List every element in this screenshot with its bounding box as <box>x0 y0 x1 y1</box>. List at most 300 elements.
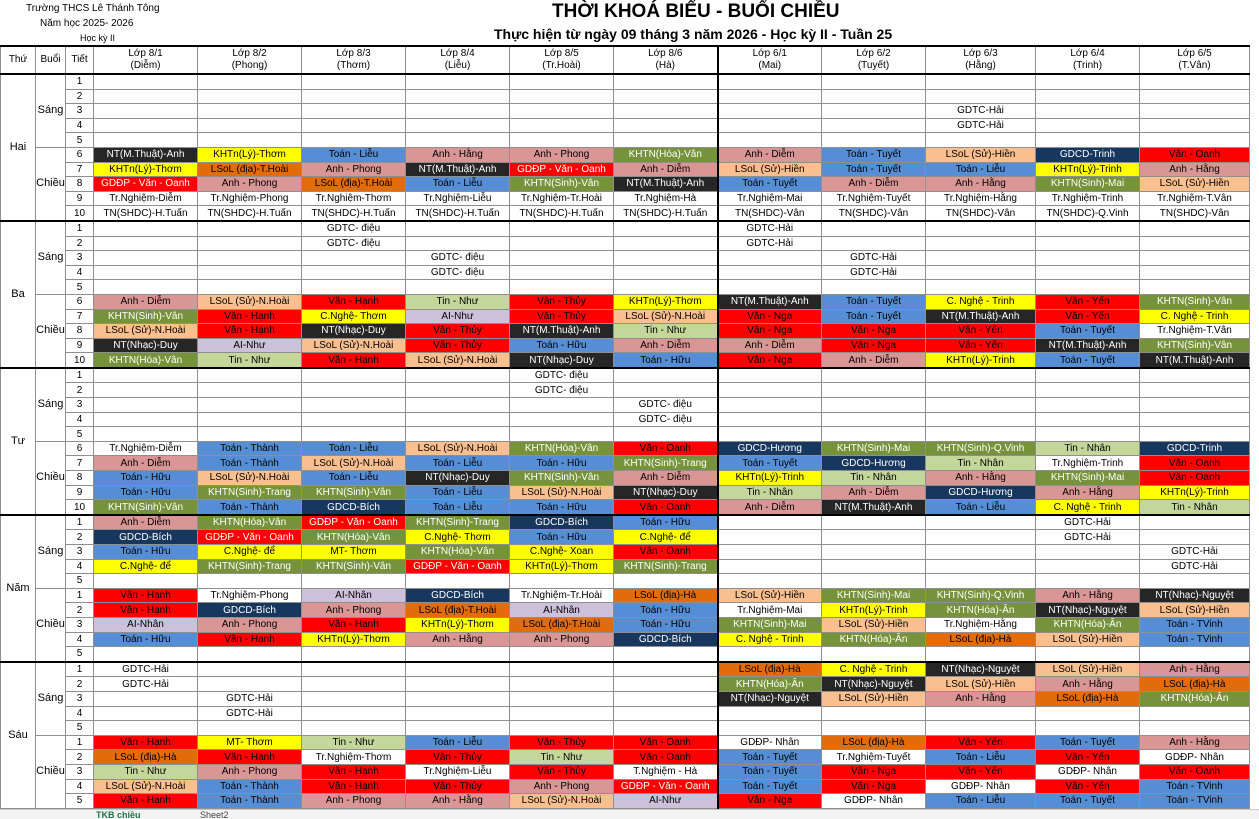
lesson-cell[interactable] <box>926 515 1036 530</box>
lesson-cell[interactable]: GDĐP- Nhân <box>1036 764 1140 779</box>
lesson-cell[interactable] <box>510 574 614 589</box>
lesson-cell[interactable] <box>614 691 718 706</box>
lesson-cell[interactable] <box>1036 236 1140 251</box>
lesson-cell[interactable] <box>94 89 198 104</box>
lesson-cell[interactable] <box>926 221 1036 236</box>
lesson-cell[interactable] <box>1140 280 1250 295</box>
session-label[interactable]: Sáng <box>36 515 66 588</box>
lesson-cell[interactable]: Anh - Diễm <box>718 338 822 353</box>
lesson-cell[interactable]: KHTn(Lý)-Thơm <box>302 632 406 647</box>
lesson-cell[interactable]: Văn - Hạnh <box>198 309 302 324</box>
lesson-cell[interactable]: Anh - Hằng <box>1036 588 1140 603</box>
lesson-cell[interactable] <box>302 662 406 677</box>
lesson-cell[interactable]: C. Nghệ - Trinh <box>1036 500 1140 515</box>
lesson-cell[interactable] <box>302 74 406 89</box>
lesson-cell[interactable] <box>926 368 1036 383</box>
lesson-cell[interactable]: Anh - Hằng <box>406 147 510 162</box>
lesson-cell[interactable] <box>1036 280 1140 295</box>
lesson-cell[interactable]: GDCD-Hương <box>822 456 926 471</box>
lesson-cell[interactable]: Tin - Như <box>302 735 406 750</box>
lesson-cell[interactable] <box>718 368 822 383</box>
period-number[interactable]: 4 <box>66 265 94 280</box>
period-number[interactable]: 2 <box>66 89 94 104</box>
session-label[interactable]: Chiều <box>36 588 66 661</box>
period-number[interactable]: 6 <box>66 147 94 162</box>
lesson-cell[interactable] <box>822 721 926 736</box>
lesson-cell[interactable]: NT(M.Thuật)-Anh <box>926 309 1036 324</box>
lesson-cell[interactable]: Văn - Hạnh <box>94 603 198 618</box>
lesson-cell[interactable]: AI-Như <box>614 794 718 809</box>
lesson-cell[interactable] <box>822 647 926 662</box>
lesson-cell[interactable]: NT(Nhạc)-Nguyệt <box>926 662 1036 677</box>
period-number[interactable]: 3 <box>66 691 94 706</box>
lesson-cell[interactable]: Tr.Nghiệm-Tr.Hoài <box>510 191 614 206</box>
lesson-cell[interactable]: NT(Nhạc)-Duy <box>406 471 510 486</box>
lesson-cell[interactable]: Văn - Thủy <box>406 750 510 765</box>
lesson-cell[interactable]: GDTC- điệu <box>614 398 718 413</box>
class-column-header[interactable]: Lớp 8/1 (Diễm) <box>94 46 198 74</box>
lesson-cell[interactable] <box>926 545 1036 560</box>
day-label[interactable]: Tư <box>1 368 36 515</box>
period-number[interactable]: 8 <box>66 324 94 339</box>
lesson-cell[interactable] <box>926 265 1036 280</box>
lesson-cell[interactable]: NT(Nhạc)-Nguyệt <box>822 677 926 692</box>
lesson-cell[interactable] <box>510 104 614 119</box>
lesson-cell[interactable] <box>718 530 822 545</box>
lesson-cell[interactable]: LSoL (Sử)-N.Hoài <box>614 309 718 324</box>
lesson-cell[interactable] <box>1140 398 1250 413</box>
lesson-cell[interactable] <box>614 251 718 266</box>
lesson-cell[interactable]: GDĐP- Nhân <box>1140 750 1250 765</box>
lesson-cell[interactable] <box>406 133 510 148</box>
lesson-cell[interactable] <box>198 133 302 148</box>
lesson-cell[interactable] <box>718 104 822 119</box>
lesson-cell[interactable]: Toán - Thành <box>198 794 302 809</box>
lesson-cell[interactable] <box>510 647 614 662</box>
period-number[interactable]: 9 <box>66 338 94 353</box>
lesson-cell[interactable]: Anh - Diễm <box>822 177 926 192</box>
lesson-cell[interactable]: Toán - Hữu <box>614 603 718 618</box>
lesson-cell[interactable]: Văn - Thủy <box>406 338 510 353</box>
lesson-cell[interactable] <box>510 265 614 280</box>
lesson-cell[interactable] <box>510 677 614 692</box>
period-number[interactable]: 10 <box>66 353 94 368</box>
period-number[interactable]: 1 <box>66 515 94 530</box>
lesson-cell[interactable]: Tr.Nghiệm-Liễu <box>406 191 510 206</box>
lesson-cell[interactable]: KHTN(Hóa)-Ân <box>718 677 822 692</box>
lesson-cell[interactable]: C.Nghệ- để <box>198 545 302 560</box>
lesson-cell[interactable]: LSoL (địa)-Hà <box>614 588 718 603</box>
lesson-cell[interactable]: Văn - Hạnh <box>94 735 198 750</box>
lesson-cell[interactable]: Văn - Nga <box>718 353 822 368</box>
lesson-cell[interactable] <box>718 251 822 266</box>
lesson-cell[interactable] <box>1140 574 1250 589</box>
lesson-cell[interactable]: KHTn(Lý)-Trinh <box>1036 162 1140 177</box>
lesson-cell[interactable]: KHTN(Sinh)-Mai <box>1036 471 1140 486</box>
lesson-cell[interactable] <box>510 412 614 427</box>
lesson-cell[interactable] <box>1036 104 1140 119</box>
period-number[interactable]: 8 <box>66 471 94 486</box>
lesson-cell[interactable] <box>406 412 510 427</box>
lesson-cell[interactable] <box>822 368 926 383</box>
lesson-cell[interactable] <box>94 368 198 383</box>
lesson-cell[interactable]: Toán - Thành <box>198 441 302 456</box>
lesson-cell[interactable]: NT(Nhạc)-Duy <box>614 485 718 500</box>
lesson-cell[interactable]: GDTC- điệu <box>302 236 406 251</box>
lesson-cell[interactable] <box>94 133 198 148</box>
lesson-cell[interactable]: KHTN(Sinh)-Q.Vinh <box>926 441 1036 456</box>
lesson-cell[interactable]: GDĐP - Văn - Oanh <box>198 530 302 545</box>
lesson-cell[interactable] <box>822 515 926 530</box>
lesson-cell[interactable]: Toán - Tuyết <box>718 177 822 192</box>
session-label[interactable]: Chiều <box>36 147 66 220</box>
lesson-cell[interactable]: Anh - Phong <box>302 603 406 618</box>
lesson-cell[interactable]: Anh - Phong <box>302 794 406 809</box>
lesson-cell[interactable]: Tr.Nghiệm-Hằng <box>926 191 1036 206</box>
class-column-header[interactable]: Lớp 6/5 (T.Vân) <box>1140 46 1250 74</box>
class-column-header[interactable]: Lớp 8/2 (Phong) <box>198 46 302 74</box>
lesson-cell[interactable]: GDTC-Hải <box>198 691 302 706</box>
lesson-cell[interactable]: KHTN(Hóa)-Vân <box>406 545 510 560</box>
lesson-cell[interactable]: Văn - Thủy <box>510 294 614 309</box>
lesson-cell[interactable] <box>926 89 1036 104</box>
lesson-cell[interactable]: Anh - Hằng <box>926 177 1036 192</box>
class-column-header[interactable]: Lớp 6/4 (Trinh) <box>1036 46 1140 74</box>
lesson-cell[interactable]: Anh - Diễm <box>614 162 718 177</box>
lesson-cell[interactable] <box>1036 427 1140 442</box>
lesson-cell[interactable]: C.Nghệ- để <box>614 530 718 545</box>
lesson-cell[interactable]: Văn - Oanh <box>614 500 718 515</box>
lesson-cell[interactable] <box>614 574 718 589</box>
period-number[interactable]: 2 <box>66 750 94 765</box>
period-number[interactable]: 7 <box>66 309 94 324</box>
lesson-cell[interactable] <box>510 398 614 413</box>
lesson-cell[interactable] <box>302 251 406 266</box>
lesson-cell[interactable] <box>822 412 926 427</box>
lesson-cell[interactable]: LSoL (địa)-Hà <box>718 662 822 677</box>
lesson-cell[interactable]: KHTn(Lý)-Thơm <box>510 559 614 574</box>
lesson-cell[interactable]: GDTC-Hải <box>718 236 822 251</box>
lesson-cell[interactable]: Anh - Phong <box>198 764 302 779</box>
lesson-cell[interactable] <box>614 368 718 383</box>
lesson-cell[interactable]: Toán - Tuyết <box>1036 735 1140 750</box>
lesson-cell[interactable] <box>1140 368 1250 383</box>
lesson-cell[interactable] <box>822 221 926 236</box>
lesson-cell[interactable]: NT(M.Thuật)-Anh <box>1036 338 1140 353</box>
lesson-cell[interactable] <box>406 662 510 677</box>
lesson-cell[interactable]: TN(SHDC)-Vân <box>718 206 822 221</box>
lesson-cell[interactable]: Văn - Oanh <box>614 545 718 560</box>
lesson-cell[interactable] <box>94 265 198 280</box>
lesson-cell[interactable]: KHTn(Lý)-Thơm <box>406 617 510 632</box>
lesson-cell[interactable]: Tin - Như <box>94 764 198 779</box>
lesson-cell[interactable]: Toán - Tuyết <box>718 764 822 779</box>
lesson-cell[interactable]: KHTN(Sinh)-Vân <box>1140 294 1250 309</box>
lesson-cell[interactable]: Anh - Phong <box>302 162 406 177</box>
lesson-cell[interactable]: Tr.Nghiệm-Mai <box>718 191 822 206</box>
lesson-cell[interactable] <box>510 236 614 251</box>
lesson-cell[interactable] <box>510 691 614 706</box>
lesson-cell[interactable] <box>302 383 406 398</box>
lesson-cell[interactable]: KHTN(Sinh)-Trang <box>406 515 510 530</box>
lesson-cell[interactable]: GDTC-Hải <box>926 104 1036 119</box>
lesson-cell[interactable] <box>94 427 198 442</box>
lesson-cell[interactable]: AI-Nhân <box>302 588 406 603</box>
lesson-cell[interactable] <box>1140 383 1250 398</box>
lesson-cell[interactable] <box>302 647 406 662</box>
lesson-cell[interactable]: GDCD-Trinh <box>1036 147 1140 162</box>
lesson-cell[interactable]: TN(SHDC)-H.Tuấn <box>198 206 302 221</box>
lesson-cell[interactable]: Tr.Nghiệm-Liễu <box>406 764 510 779</box>
lesson-cell[interactable]: TN(SHDC)-H.Tuấn <box>94 206 198 221</box>
lesson-cell[interactable]: TN(SHDC)-H.Tuấn <box>406 206 510 221</box>
lesson-cell[interactable] <box>198 89 302 104</box>
lesson-cell[interactable]: C.Nghệ- để <box>94 559 198 574</box>
lesson-cell[interactable]: Toán - Tuyết <box>822 309 926 324</box>
lesson-cell[interactable]: Toán - Hữu <box>510 530 614 545</box>
lesson-cell[interactable]: GDTC- điệu <box>406 251 510 266</box>
lesson-cell[interactable]: Văn - Yến <box>1036 750 1140 765</box>
lesson-cell[interactable] <box>822 74 926 89</box>
lesson-cell[interactable] <box>614 236 718 251</box>
lesson-cell[interactable]: LSoL (Sử)-N.Hoài <box>94 779 198 794</box>
lesson-cell[interactable]: KHTN(Hóa)-Ân <box>1036 617 1140 632</box>
lesson-cell[interactable] <box>510 721 614 736</box>
lesson-cell[interactable]: Tr.Nghiệm-Hà <box>614 191 718 206</box>
lesson-cell[interactable]: Anh - Diễm <box>718 500 822 515</box>
lesson-cell[interactable]: Tin - Như <box>510 750 614 765</box>
lesson-cell[interactable] <box>510 89 614 104</box>
lesson-cell[interactable] <box>822 559 926 574</box>
lesson-cell[interactable] <box>1140 118 1250 133</box>
session-label[interactable]: Sáng <box>36 221 66 294</box>
lesson-cell[interactable]: Tr.Nghiệm-Tuyết <box>822 191 926 206</box>
period-number[interactable]: 1 <box>66 662 94 677</box>
lesson-cell[interactable] <box>926 236 1036 251</box>
lesson-cell[interactable]: LSoL (Sử)-Hiền <box>1140 603 1250 618</box>
session-label[interactable]: Sáng <box>36 368 66 441</box>
lesson-cell[interactable]: Toán - Liễu <box>926 162 1036 177</box>
lesson-cell[interactable]: GDTC-Hải <box>94 662 198 677</box>
lesson-cell[interactable] <box>302 280 406 295</box>
lesson-cell[interactable] <box>510 74 614 89</box>
lesson-cell[interactable]: KHTn(Lý)-Trinh <box>822 603 926 618</box>
lesson-cell[interactable]: Toán - Hữu <box>614 617 718 632</box>
lesson-cell[interactable] <box>822 89 926 104</box>
lesson-cell[interactable] <box>94 691 198 706</box>
lesson-cell[interactable]: Văn - Thủy <box>406 779 510 794</box>
lesson-cell[interactable]: Tr.Nghiệm-Phong <box>198 588 302 603</box>
lesson-cell[interactable] <box>406 74 510 89</box>
class-column-header[interactable]: Lớp 6/2 (Tuyết) <box>822 46 926 74</box>
lesson-cell[interactable]: Tr.Nghiệm-Diễm <box>94 441 198 456</box>
lesson-cell[interactable]: Văn - Yến <box>926 735 1036 750</box>
lesson-cell[interactable] <box>614 677 718 692</box>
lesson-cell[interactable]: KHTN(Hóa)-Vân <box>94 353 198 368</box>
lesson-cell[interactable] <box>1140 427 1250 442</box>
lesson-cell[interactable]: Toán - TVinh <box>1140 794 1250 809</box>
lesson-cell[interactable]: Toán - Liễu <box>926 500 1036 515</box>
lesson-cell[interactable] <box>302 368 406 383</box>
lesson-cell[interactable] <box>302 104 406 119</box>
lesson-cell[interactable] <box>718 515 822 530</box>
lesson-cell[interactable]: Văn - Yến <box>1036 309 1140 324</box>
column-header-session[interactable]: Buổi <box>36 46 66 74</box>
lesson-cell[interactable]: KHTN(Sinh)-Q.Vinh <box>926 588 1036 603</box>
lesson-cell[interactable] <box>926 574 1036 589</box>
day-label[interactable]: Hai <box>1 74 36 221</box>
lesson-cell[interactable] <box>718 647 822 662</box>
lesson-cell[interactable]: KHTN(Hóa)-Ân <box>1140 691 1250 706</box>
lesson-cell[interactable]: GDĐP - Văn - Oanh <box>406 559 510 574</box>
period-number[interactable]: 10 <box>66 500 94 515</box>
lesson-cell[interactable]: GDTC-Hải <box>1140 559 1250 574</box>
lesson-cell[interactable] <box>198 662 302 677</box>
lesson-cell[interactable]: KHTN(Sinh)-Vân <box>510 177 614 192</box>
lesson-cell[interactable]: Anh - Diễm <box>614 471 718 486</box>
lesson-cell[interactable]: Tin - Nhân <box>926 456 1036 471</box>
lesson-cell[interactable]: GDTC-Hải <box>822 251 926 266</box>
lesson-cell[interactable]: LSoL (Sử)-N.Hoài <box>406 441 510 456</box>
lesson-cell[interactable] <box>198 74 302 89</box>
lesson-cell[interactable] <box>510 427 614 442</box>
lesson-cell[interactable]: Toán - Liễu <box>926 750 1036 765</box>
lesson-cell[interactable]: GDCD-Bích <box>302 500 406 515</box>
lesson-cell[interactable] <box>1036 706 1140 721</box>
lesson-cell[interactable]: Anh - Hằng <box>1036 677 1140 692</box>
lesson-cell[interactable]: Tr.Nghiệm-Hằng <box>926 617 1036 632</box>
lesson-cell[interactable]: Anh - Phong <box>510 632 614 647</box>
lesson-cell[interactable]: Văn - Hạnh <box>302 617 406 632</box>
lesson-cell[interactable]: Toán - TVinh <box>1140 632 1250 647</box>
lesson-cell[interactable]: LSoL (Sử)-N.Hoài <box>406 353 510 368</box>
lesson-cell[interactable]: GDTC-Hải <box>1140 545 1250 560</box>
lesson-cell[interactable] <box>406 691 510 706</box>
lesson-cell[interactable]: Toán - Hữu <box>510 338 614 353</box>
period-number[interactable]: 4 <box>66 779 94 794</box>
lesson-cell[interactable] <box>822 383 926 398</box>
lesson-cell[interactable]: Toán - Liễu <box>302 441 406 456</box>
lesson-cell[interactable]: KHTN(Sinh)-Trang <box>614 456 718 471</box>
lesson-cell[interactable]: GDTC-Hải <box>94 677 198 692</box>
lesson-cell[interactable] <box>822 236 926 251</box>
lesson-cell[interactable]: KHTN(Sinh)-Mai <box>822 588 926 603</box>
lesson-cell[interactable] <box>406 398 510 413</box>
lesson-cell[interactable]: Văn - Nga <box>718 309 822 324</box>
period-number[interactable]: 6 <box>66 441 94 456</box>
lesson-cell[interactable]: NT(M.Thuật)-Anh <box>718 294 822 309</box>
lesson-cell[interactable]: Văn - Thủy <box>510 764 614 779</box>
lesson-cell[interactable]: GDCD-Bích <box>406 588 510 603</box>
lesson-cell[interactable]: Toán - TVinh <box>1140 779 1250 794</box>
lesson-cell[interactable]: Văn - Nga <box>718 324 822 339</box>
lesson-cell[interactable] <box>1140 133 1250 148</box>
lesson-cell[interactable]: AI-Nhân <box>94 617 198 632</box>
lesson-cell[interactable] <box>926 706 1036 721</box>
lesson-cell[interactable] <box>1140 515 1250 530</box>
lesson-cell[interactable]: LSoL (địa)-T.Hoài <box>198 162 302 177</box>
lesson-cell[interactable]: C. Nghệ - Trinh <box>1140 309 1250 324</box>
period-number[interactable]: 7 <box>66 162 94 177</box>
lesson-cell[interactable] <box>822 118 926 133</box>
lesson-cell[interactable]: NT(M.Thuật)-Anh <box>94 147 198 162</box>
lesson-cell[interactable]: Toán - Hữu <box>94 632 198 647</box>
lesson-cell[interactable] <box>94 706 198 721</box>
lesson-cell[interactable]: LSoL (địa)-Hà <box>94 750 198 765</box>
lesson-cell[interactable] <box>614 265 718 280</box>
lesson-cell[interactable] <box>926 559 1036 574</box>
lesson-cell[interactable] <box>718 427 822 442</box>
lesson-cell[interactable]: NT(Nhạc)-Duy <box>510 353 614 368</box>
lesson-cell[interactable] <box>926 398 1036 413</box>
lesson-cell[interactable] <box>718 574 822 589</box>
lesson-cell[interactable] <box>1036 74 1140 89</box>
lesson-cell[interactable]: Toán - Tuyết <box>1036 324 1140 339</box>
period-number[interactable]: 4 <box>66 706 94 721</box>
lesson-cell[interactable] <box>1036 118 1140 133</box>
lesson-cell[interactable]: Toán - Thành <box>198 779 302 794</box>
class-column-header[interactable]: Lớp 6/1 (Mai) <box>718 46 822 74</box>
lesson-cell[interactable] <box>822 280 926 295</box>
lesson-cell[interactable]: NT(Nhạc)-Duy <box>94 338 198 353</box>
lesson-cell[interactable] <box>94 221 198 236</box>
lesson-cell[interactable] <box>614 383 718 398</box>
lesson-cell[interactable]: Tin - Như <box>198 353 302 368</box>
lesson-cell[interactable] <box>302 427 406 442</box>
session-label[interactable]: Sáng <box>36 74 66 147</box>
lesson-cell[interactable]: TN(SHDC)-Q.Vinh <box>1036 206 1140 221</box>
lesson-cell[interactable]: AI-Như <box>198 338 302 353</box>
lesson-cell[interactable]: Toán - Liễu <box>302 147 406 162</box>
period-number[interactable]: 4 <box>66 559 94 574</box>
lesson-cell[interactable]: Toán - Hữu <box>510 456 614 471</box>
lesson-cell[interactable] <box>1140 236 1250 251</box>
lesson-cell[interactable]: Tin - Như <box>614 324 718 339</box>
lesson-cell[interactable]: NT(Nhạc)-Nguyệt <box>1140 588 1250 603</box>
lesson-cell[interactable] <box>718 89 822 104</box>
lesson-cell[interactable] <box>302 398 406 413</box>
lesson-cell[interactable]: Văn - Thủy <box>510 309 614 324</box>
day-label[interactable]: Năm <box>1 515 36 662</box>
lesson-cell[interactable]: LSoL (Sử)-Hiền <box>822 691 926 706</box>
lesson-cell[interactable]: TN(SHDC)-H.Tuấn <box>510 206 614 221</box>
lesson-cell[interactable] <box>94 574 198 589</box>
lesson-cell[interactable]: Tr.Nghiệm-Tuyết <box>822 750 926 765</box>
lesson-cell[interactable]: Văn - Yến <box>926 338 1036 353</box>
lesson-cell[interactable] <box>406 706 510 721</box>
lesson-cell[interactable]: GDTC- điệu <box>406 265 510 280</box>
lesson-cell[interactable] <box>614 721 718 736</box>
lesson-cell[interactable]: Văn - Hạnh <box>198 750 302 765</box>
session-label[interactable]: Chiều <box>36 441 66 514</box>
lesson-cell[interactable]: Tr.Nghiệm-Phong <box>198 191 302 206</box>
period-number[interactable]: 5 <box>66 647 94 662</box>
lesson-cell[interactable]: Toán - Hữu <box>614 515 718 530</box>
lesson-cell[interactable]: GDĐP- Nhân <box>926 779 1036 794</box>
lesson-cell[interactable]: GDĐP - Văn - Oanh <box>614 779 718 794</box>
lesson-cell[interactable]: LSoL (Sử)-Hiền <box>926 147 1036 162</box>
period-number[interactable]: 1 <box>66 368 94 383</box>
lesson-cell[interactable]: Toán - Tuyết <box>718 779 822 794</box>
lesson-cell[interactable]: Tin - Nhân <box>1140 500 1250 515</box>
lesson-cell[interactable] <box>1140 265 1250 280</box>
lesson-cell[interactable]: KHTN(Sinh)-Trang <box>198 559 302 574</box>
lesson-cell[interactable] <box>94 383 198 398</box>
lesson-cell[interactable] <box>614 427 718 442</box>
lesson-cell[interactable] <box>302 574 406 589</box>
lesson-cell[interactable] <box>406 221 510 236</box>
lesson-cell[interactable]: Tin - Nhân <box>1036 441 1140 456</box>
